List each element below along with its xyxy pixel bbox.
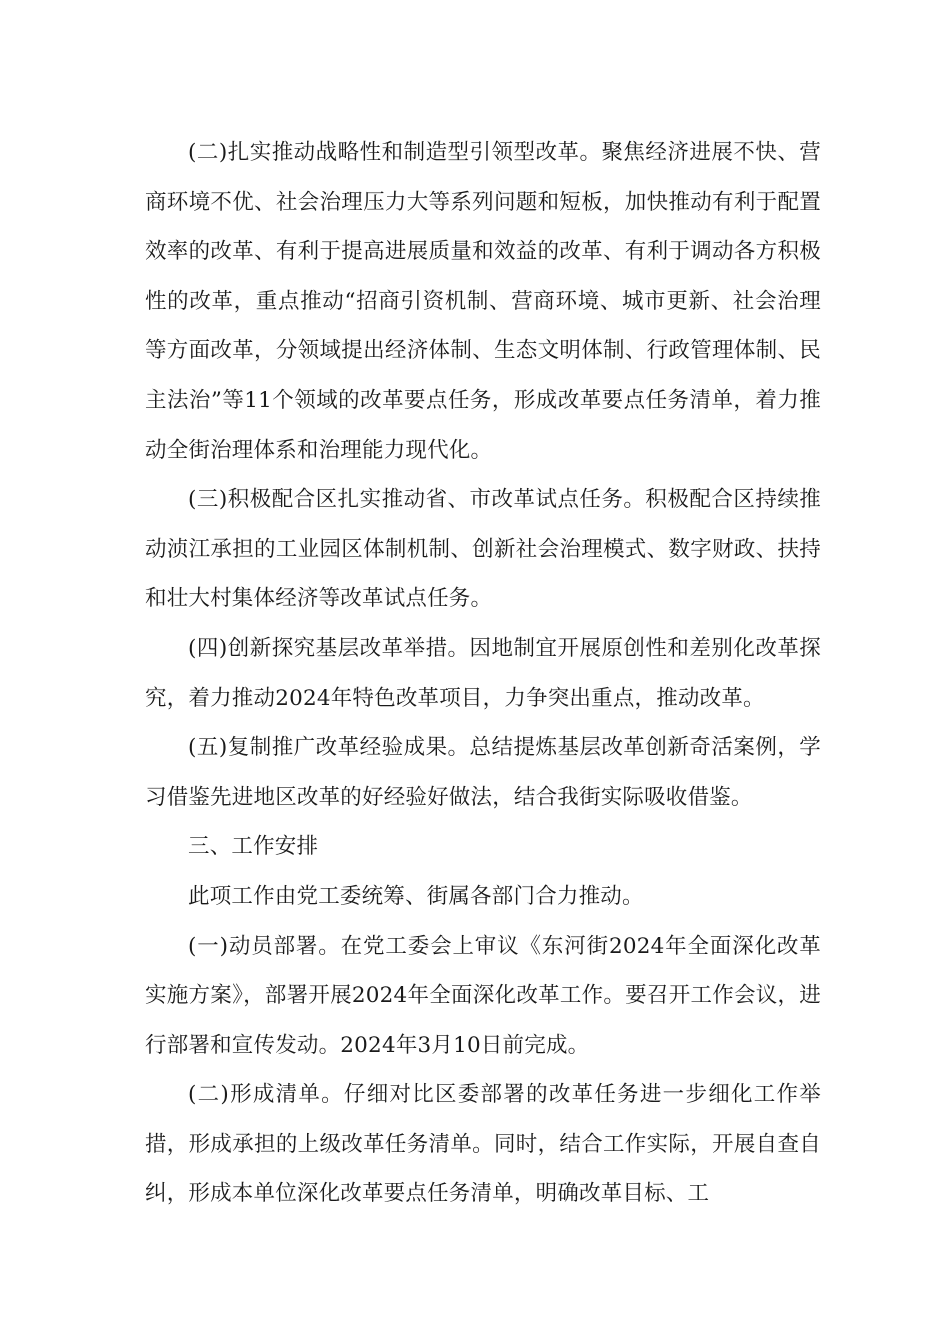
paragraph-reform-item-5: (五)复制推广改革经验成果。总结提炼基层改革创新奇活案例，学习借鉴先进地区改革的好经验好做法，结合我街实际吸收借鉴。 [145, 735, 821, 810]
paragraph-reform-item-2: (二)扎实推动战略性和制造型引领型改革。聚焦经济进展不快、营商环境不优、社会治理压力大等系列问题和短板，加快推动有利于配置效率的改革、有利于提高进展质量和效益的改革、有利于调动各方积极性的改革，重点推动“招商引资机制、营商环境、城市更新、社会治理等方面改革，分领域提出经济体制、生态文明体制、行政管理体制、民主法治”等11个领域的改革要点任务，形成改革要点任务清单，着力推动全街治理体系和治理能力现代化。 [145, 140, 821, 463]
paragraph-arrangement-1: (一)动员部署。在党工委会上审议《东河街2024年全面深化改革实施方案》，部署开展2024年全面深化改革工作。要召开工作会议，进行部署和宣传发动。2024年3月10日前完成。 [145, 933, 821, 1058]
section-heading-work-arrangement: 三、工作安排 [188, 834, 319, 860]
paragraph-reform-item-3: (三)积极配合区扎实推动省、市改革试点任务。积极配合区持续推动浈江承担的工业园区体制机制、创新社会治理模式、数字财政、扶持和壮大村集体经济等改革试点任务。 [145, 487, 821, 612]
document-body [145, 128, 821, 1219]
paragraph-work-overview: 此项工作由党工委统筹、街属各部门合力推动。 [188, 883, 644, 909]
paragraph-reform-item-4: (四)创新探究基层改革举措。因地制宜开展原创性和差别化改革探究，着力推动2024年特色改革项目，力争突出重点，推动改革。 [145, 635, 821, 711]
paragraph-arrangement-2: (二)形成清单。仔细对比区委部署的改革任务进一步细化工作举措，形成承担的上级改革任务清单。同时，结合工作实际，开展自查自纠，形成本单位深化改革要点任务清单，明确改革目标、工 [145, 1082, 821, 1207]
